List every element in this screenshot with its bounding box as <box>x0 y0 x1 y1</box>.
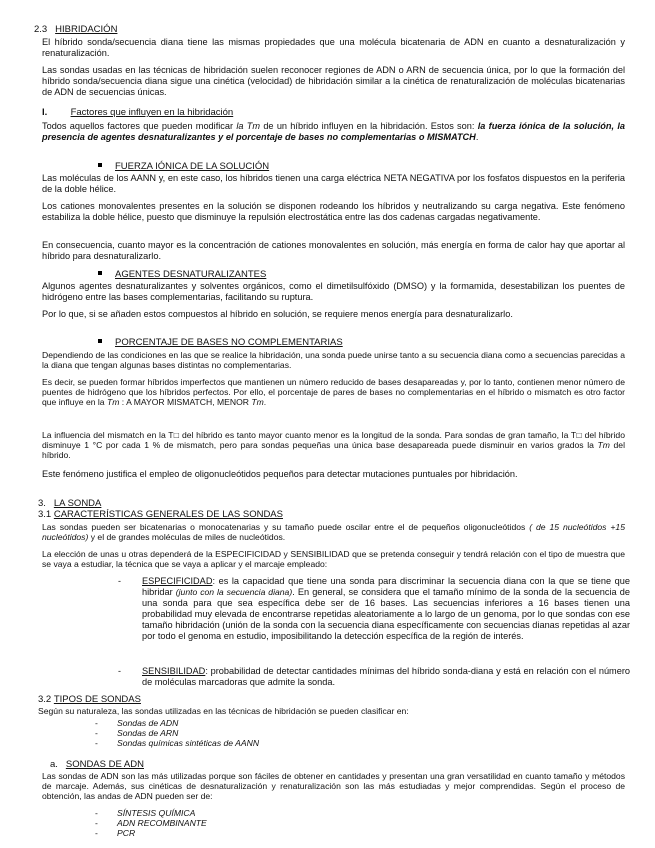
section-heading-hibridacion <box>34 24 334 35</box>
section-heading-la-sonda: 3. LA SONDA <box>38 498 102 509</box>
list-item: - Sondas de ARN <box>95 728 179 738</box>
paragraph: Por lo que, si se añaden estos compuestos al híbrido en solución, se requiere menos energía para desnaturalizarlo. <box>42 309 513 319</box>
list-item: - PCR <box>95 828 136 838</box>
subsection-heading-tipos: 3.2 TIPOS DE SONDAS <box>38 694 141 705</box>
subsection-title: Factores que influyen en la hibridación <box>70 107 234 118</box>
bullet-heading-agentes: AGENTES DESNATURALIZANTES <box>98 269 498 280</box>
dash-bullet: - <box>118 666 121 676</box>
paragraph: Algunos agentes desnaturalizantes y solventes orgánicos, como el dimetilsulfóxido (DMSO) y la formamida, desestabilizan los puentes de hidrógeno entre las bases complementarias, facilitando su ruptura. <box>42 281 625 302</box>
subsection-heading-sondas-adn: a. SONDAS DE ADN <box>50 759 144 770</box>
list-item-especificidad: - ESPECIFICIDAD: es la capacidad que tiene una sonda para discriminar la secuencia diana con la que se tiene que hibridar (junto con la secuencia diana). En general, se considera que el tamaño mínimo de la sonda de la secuencia de una sonda para que sea específica debe ser de 16 bases. Las secuencias inferiores a 16 bases tienen una probabilidad muy elevada de encontrarse repetidas aleatoriamente a lo largo de un genoma, por lo que sondas con ese tamaño hibridación (unión de la sonda con la secuencia diana específicamente con secuencias dianas repetidas al azar por todo el genoma en estudio, imposibilitando la detección específica de la región de interés. <box>118 576 630 641</box>
obtencion-list <box>95 808 495 838</box>
list-item: - Sondas de ADN <box>95 718 179 728</box>
subsection-heading-caracteristicas: 3.1 CARACTERÍSTICAS GENERALES DE LAS SONDAS <box>38 509 283 520</box>
paragraph: El híbrido sonda/secuencia diana tiene las mismas propiedades que una molécula bicatenaria de ADN en cuanto a desnaturalización y renaturalización. <box>42 37 625 58</box>
paragraph: Las sondas de ADN son las más utilizadas porque son fáciles de obtener en cantidades y presentan una gran versatilidad en cuanto tamaño y métodos de marcaje. Además, sus cinéticas de desnaturalización y renaturalización son las más estudiadas y mejor comprendidas. Según el proceso de obtención, las andas de ADN pueden ser de: <box>42 771 625 802</box>
list-item: - Sondas químicas sintéticas de AANN <box>95 738 260 748</box>
section-number: 2.3 <box>34 24 48 35</box>
paragraph: Las sondas usadas en las técnicas de hibridación suelen reconocer regiones de ADN o ARN de secuencia única, por lo que la formación del híbrido sonda/secuencia diana sigue una cinética (velocidad) de hibridación similar a la cinética de renaturalización de moléculas bicatenarias de ADN de secuencias únicas. <box>42 65 625 97</box>
list-item-sensibilidad: - SENSIBILIDAD: probabilidad de detectar cantidades mínimas del híbrido sonda-diana y está en relación con el número de moléculas marcadoras que admite la sonda. <box>118 666 630 687</box>
bullet-heading-fuerza-ionica: FUERZA IÓNICA DE LA SOLUCIÓN <box>98 161 498 172</box>
bullet-heading-porcentaje: PORCENTAJE DE BASES NO COMPLEMENTARIAS <box>98 337 518 348</box>
paragraph: La elección de unas u otras dependerá de la ESPECIFICIDAD y SENSIBILIDAD que se pretenda conseguir y tendrá relación con el tipo de muestra que se vaya a estudiar, la técnica que se vaya a aplicar y el marcaje empleado: <box>42 549 625 570</box>
square-bullet-icon <box>98 163 102 167</box>
roman-numeral: I. <box>42 107 48 118</box>
paragraph-mismatch: Es decir, se pueden formar híbridos imperfectos que mantienen un número reducido de bases desapareadas y, por lo tanto, contienen menor número de puentes de hidrógeno que los híbridos perfectos. Por ello, el porcentaje de pares de bases no complementarias en el híbrido o mismatch es otro factor que influye en la Tm : A MAYOR MISMATCH, MENOR Tm. <box>42 377 625 408</box>
paragraph: Los cationes monovalentes presentes en la solución se disponen rodeando los híbridos y neutralizando su carga negativa. Este fenómeno estabiliza la doble hélice, puesto que disminuye la repulsión electrostática entre las dos cadenas cargadas negativamente. <box>42 201 625 222</box>
square-bullet-icon <box>98 339 102 343</box>
subsection-heading-factores <box>42 107 442 118</box>
square-bullet-icon <box>98 271 102 275</box>
paragraph: En consecuencia, cuanto mayor es la concentración de cationes monovalentes en solución, más energía en forma de calor hay que aportar al híbrido para desnaturalizarlo. <box>42 240 625 261</box>
paragraph: Según su naturaleza, las sondas utilizadas en las técnicas de hibridación se pueden clasificar en: <box>38 706 409 716</box>
tipos-list <box>95 718 495 748</box>
list-item: - SÍNTESIS QUÍMICA <box>95 808 196 818</box>
paragraph-factores-intro: Todos aquellos factores que pueden modificar la Tm de un híbrido influyen en la hibridación. Estos son: la fuerza iónica de la solución, la presencia de agentes desnaturalizantes y el porcentaje de bases no complementarias o MISMATCH. <box>42 121 625 142</box>
paragraph-tamano: Las sondas pueden ser bicatenarias o monocatenarias y su tamaño puede oscilar entre el de pequeños oligonucleótidos ( de 15 nucleótidos +15 nucleótidos) y el de grandes moléculas de miles de nucleótidos. <box>42 522 625 543</box>
list-item: - ADN RECOMBINANTE <box>95 818 207 828</box>
section-title: HIBRIDACIÓN <box>55 24 118 35</box>
paragraph: Dependiendo de las condiciones en las que se realice la hibridación, una sonda puede unirse tanto a su secuencia diana como a secuencias parecidas a la diana que tengan algunas bases distintas no complementarias. <box>42 350 625 371</box>
paragraph: Este fenómeno justifica el empleo de oligonucleótidos pequeños para detectar mutaciones puntuales por hibridación. <box>42 469 518 479</box>
paragraph-mismatch-influence: La influencia del mismatch en la T□ del híbrido es tanto mayor cuanto menor es la longitud de la sonda. Para sondas de gran tamaño, la T□ del híbrido disminuye 1 °C por cada 1 % de mismatch, pero para sondas pequeñas una única base desapareada puede disminuir en varios grados la Tm del híbrido. <box>42 430 625 461</box>
paragraph: Las moléculas de los AANN y, en este caso, los híbridos tienen una carga eléctrica NETA NEGATIVA por los fosfatos dispuestos en la periferia de la doble hélice. <box>42 173 625 194</box>
dash-bullet: - <box>118 576 121 586</box>
